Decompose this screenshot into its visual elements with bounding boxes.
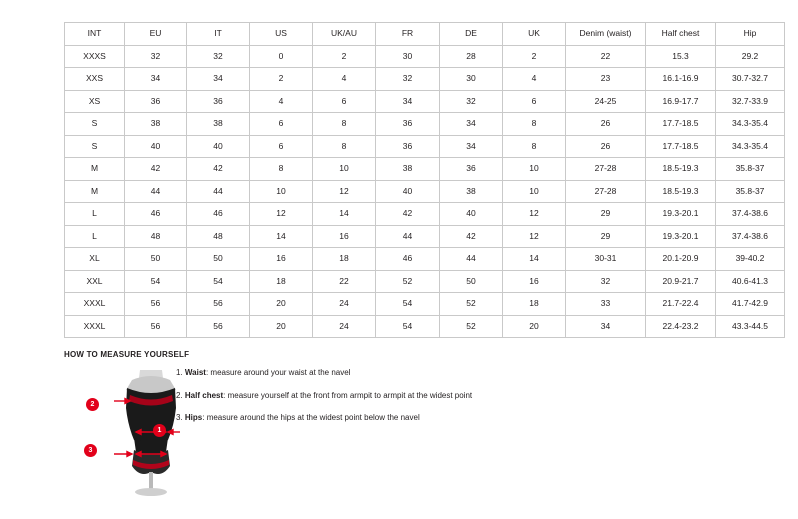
measure-badge-3: 3 bbox=[84, 444, 97, 457]
cell-us: 8 bbox=[250, 158, 313, 181]
cell-hip: 37.4-38.6 bbox=[716, 225, 785, 248]
cell-int: XXXL bbox=[65, 293, 125, 316]
cell-eu: 56 bbox=[125, 293, 187, 316]
cell-eu: 40 bbox=[125, 135, 187, 158]
table-row bbox=[65, 90, 785, 113]
cell-int: L bbox=[65, 203, 125, 226]
cell-it: 34 bbox=[187, 68, 250, 91]
measure-text-waist: : measure around your waist at the navel bbox=[205, 368, 351, 377]
table-row bbox=[65, 270, 785, 293]
cell-us: 20 bbox=[250, 315, 313, 338]
cell-it: 36 bbox=[187, 90, 250, 113]
cell-hip: 30.7-32.7 bbox=[716, 68, 785, 91]
cell-denim: 24-25 bbox=[566, 90, 646, 113]
cell-it: 38 bbox=[187, 113, 250, 136]
cell-hip: 39-40.2 bbox=[716, 248, 785, 271]
cell-us: 16 bbox=[250, 248, 313, 271]
cell-ukau: 10 bbox=[313, 158, 376, 181]
cell-eu: 42 bbox=[125, 158, 187, 181]
cell-denim: 30-31 bbox=[566, 248, 646, 271]
table-row bbox=[65, 293, 785, 316]
cell-int: M bbox=[65, 158, 125, 181]
table-row bbox=[65, 180, 785, 203]
cell-fr: 42 bbox=[376, 203, 440, 226]
cell-eu: 46 bbox=[125, 203, 187, 226]
cell-half-chest: 15.3 bbox=[646, 45, 716, 68]
column-header-ukau: UK/AU bbox=[313, 23, 376, 46]
table-row bbox=[65, 45, 785, 68]
table-row bbox=[65, 248, 785, 271]
measure-badge-2: 2 bbox=[86, 398, 99, 411]
cell-eu: 44 bbox=[125, 180, 187, 203]
cell-hip: 35.8-37 bbox=[716, 180, 785, 203]
column-header-eu: EU bbox=[125, 23, 187, 46]
measure-instruction-hips bbox=[176, 413, 596, 423]
cell-fr: 36 bbox=[376, 135, 440, 158]
cell-de: 32 bbox=[440, 90, 503, 113]
cell-int: XXS bbox=[65, 68, 125, 91]
cell-fr: 46 bbox=[376, 248, 440, 271]
cell-denim: 22 bbox=[566, 45, 646, 68]
cell-it: 56 bbox=[187, 293, 250, 316]
cell-ukau: 12 bbox=[313, 180, 376, 203]
cell-it: 32 bbox=[187, 45, 250, 68]
cell-uk: 18 bbox=[503, 293, 566, 316]
how-to-measure-title: HOW TO MEASURE YOURSELF bbox=[64, 350, 190, 359]
column-header-uk: UK bbox=[503, 23, 566, 46]
measure-term-waist: Waist bbox=[184, 368, 206, 377]
cell-int: XXL bbox=[65, 270, 125, 293]
cell-denim: 32 bbox=[566, 270, 646, 293]
cell-uk: 6 bbox=[503, 90, 566, 113]
cell-de: 38 bbox=[440, 180, 503, 203]
cell-us: 12 bbox=[250, 203, 313, 226]
cell-int: XL bbox=[65, 248, 125, 271]
cell-it: 44 bbox=[187, 180, 250, 203]
cell-fr: 38 bbox=[376, 158, 440, 181]
cell-half-chest: 16.1-16.9 bbox=[646, 68, 716, 91]
cell-de: 50 bbox=[440, 270, 503, 293]
measure-text-hips: : measure around the hips at the widest point below the navel bbox=[202, 413, 420, 423]
column-header-it: IT bbox=[187, 23, 250, 46]
cell-int: S bbox=[65, 135, 125, 158]
cell-us: 10 bbox=[250, 180, 313, 203]
cell-de: 34 bbox=[440, 113, 503, 136]
cell-eu: 36 bbox=[125, 90, 187, 113]
cell-hip: 43.3-44.5 bbox=[716, 315, 785, 338]
cell-fr: 30 bbox=[376, 45, 440, 68]
cell-it: 56 bbox=[187, 315, 250, 338]
column-header-de: DE bbox=[440, 23, 503, 46]
cell-ukau: 8 bbox=[313, 113, 376, 136]
cell-fr: 54 bbox=[376, 315, 440, 338]
table-row bbox=[65, 225, 785, 248]
cell-fr: 34 bbox=[376, 90, 440, 113]
cell-hip: 34.3-35.4 bbox=[716, 135, 785, 158]
cell-hip: 40.6-41.3 bbox=[716, 270, 785, 293]
cell-half-chest: 17.7-18.5 bbox=[646, 113, 716, 136]
table-row bbox=[65, 158, 785, 181]
cell-denim: 29 bbox=[566, 203, 646, 226]
column-header-us: US bbox=[250, 23, 313, 46]
cell-half-chest: 17.7-18.5 bbox=[646, 135, 716, 158]
cell-de: 52 bbox=[440, 315, 503, 338]
cell-us: 6 bbox=[250, 135, 313, 158]
cell-half-chest: 19.3-20.1 bbox=[646, 225, 716, 248]
cell-half-chest: 19.3-20.1 bbox=[646, 203, 716, 226]
cell-ukau: 24 bbox=[313, 293, 376, 316]
measure-number-3: 3. bbox=[176, 413, 183, 423]
cell-half-chest: 20.1-20.9 bbox=[646, 248, 716, 271]
cell-denim: 27-28 bbox=[566, 158, 646, 181]
size-chart-table bbox=[64, 22, 785, 338]
column-header-denim-waist: Denim (waist) bbox=[566, 23, 646, 46]
cell-de: 44 bbox=[440, 248, 503, 271]
cell-half-chest: 18.5-19.3 bbox=[646, 180, 716, 203]
cell-uk: 8 bbox=[503, 113, 566, 136]
cell-half-chest: 22.4-23.2 bbox=[646, 315, 716, 338]
cell-de: 40 bbox=[440, 203, 503, 226]
cell-uk: 14 bbox=[503, 248, 566, 271]
cell-de: 34 bbox=[440, 135, 503, 158]
cell-int: M bbox=[65, 180, 125, 203]
measure-number-2: 2. bbox=[176, 390, 183, 400]
column-header-hip: Hip bbox=[716, 23, 785, 46]
cell-uk: 12 bbox=[503, 225, 566, 248]
cell-hip: 32.7-33.9 bbox=[716, 90, 785, 113]
cell-us: 2 bbox=[250, 68, 313, 91]
cell-hip: 41.7-42.9 bbox=[716, 293, 785, 316]
cell-half-chest: 18.5-19.3 bbox=[646, 158, 716, 181]
cell-int: L bbox=[65, 225, 125, 248]
cell-ukau: 4 bbox=[313, 68, 376, 91]
cell-uk: 2 bbox=[503, 45, 566, 68]
size-chart-container bbox=[64, 22, 768, 338]
cell-int: XS bbox=[65, 90, 125, 113]
cell-eu: 50 bbox=[125, 248, 187, 271]
measure-instruction-half-chest bbox=[176, 391, 596, 401]
column-header-fr: FR bbox=[376, 23, 440, 46]
cell-de: 30 bbox=[440, 68, 503, 91]
cell-denim: 26 bbox=[566, 113, 646, 136]
table-row bbox=[65, 113, 785, 136]
measure-instructions bbox=[176, 368, 596, 436]
cell-ukau: 18 bbox=[313, 248, 376, 271]
cell-de: 52 bbox=[440, 293, 503, 316]
cell-denim: 27-28 bbox=[566, 180, 646, 203]
cell-eu: 48 bbox=[125, 225, 187, 248]
cell-fr: 32 bbox=[376, 68, 440, 91]
table-row bbox=[65, 135, 785, 158]
cell-fr: 54 bbox=[376, 293, 440, 316]
cell-uk: 4 bbox=[503, 68, 566, 91]
cell-hip: 29.2 bbox=[716, 45, 785, 68]
cell-denim: 23 bbox=[566, 68, 646, 91]
cell-us: 0 bbox=[250, 45, 313, 68]
cell-int: XXXS bbox=[65, 45, 125, 68]
table-header-row bbox=[65, 23, 785, 46]
cell-de: 28 bbox=[440, 45, 503, 68]
cell-ukau: 22 bbox=[313, 270, 376, 293]
cell-int: XXXL bbox=[65, 315, 125, 338]
cell-fr: 40 bbox=[376, 180, 440, 203]
cell-uk: 8 bbox=[503, 135, 566, 158]
measure-term-hips: Hips bbox=[184, 413, 203, 423]
cell-it: 42 bbox=[187, 158, 250, 181]
column-header-half-chest: Half chest bbox=[646, 23, 716, 46]
cell-ukau: 16 bbox=[313, 225, 376, 248]
cell-us: 4 bbox=[250, 90, 313, 113]
cell-hip: 34.3-35.4 bbox=[716, 113, 785, 136]
cell-denim: 29 bbox=[566, 225, 646, 248]
cell-us: 6 bbox=[250, 113, 313, 136]
cell-int: S bbox=[65, 113, 125, 136]
cell-us: 18 bbox=[250, 270, 313, 293]
cell-eu: 56 bbox=[125, 315, 187, 338]
cell-it: 46 bbox=[187, 203, 250, 226]
cell-fr: 44 bbox=[376, 225, 440, 248]
cell-uk: 16 bbox=[503, 270, 566, 293]
cell-ukau: 6 bbox=[313, 90, 376, 113]
cell-de: 42 bbox=[440, 225, 503, 248]
cell-fr: 52 bbox=[376, 270, 440, 293]
cell-us: 14 bbox=[250, 225, 313, 248]
cell-hip: 37.4-38.6 bbox=[716, 203, 785, 226]
table-row bbox=[65, 315, 785, 338]
measure-number-1: 1. bbox=[176, 368, 183, 377]
table-row bbox=[65, 203, 785, 226]
cell-it: 54 bbox=[187, 270, 250, 293]
cell-ukau: 2 bbox=[313, 45, 376, 68]
cell-denim: 26 bbox=[566, 135, 646, 158]
table-row bbox=[65, 68, 785, 91]
measure-badge-1: 1 bbox=[153, 424, 166, 437]
cell-denim: 34 bbox=[566, 315, 646, 338]
cell-uk: 20 bbox=[503, 315, 566, 338]
cell-half-chest: 20.9-21.7 bbox=[646, 270, 716, 293]
cell-eu: 34 bbox=[125, 68, 187, 91]
cell-eu: 54 bbox=[125, 270, 187, 293]
cell-half-chest: 16.9-17.7 bbox=[646, 90, 716, 113]
cell-half-chest: 21.7-22.4 bbox=[646, 293, 716, 316]
cell-it: 48 bbox=[187, 225, 250, 248]
cell-us: 20 bbox=[250, 293, 313, 316]
cell-fr: 36 bbox=[376, 113, 440, 136]
cell-it: 50 bbox=[187, 248, 250, 271]
cell-eu: 38 bbox=[125, 113, 187, 136]
measure-term-half-chest: Half chest bbox=[184, 390, 224, 400]
cell-eu: 32 bbox=[125, 45, 187, 68]
cell-denim: 33 bbox=[566, 293, 646, 316]
cell-uk: 12 bbox=[503, 203, 566, 226]
column-header-int: INT bbox=[65, 23, 125, 46]
measure-instruction-waist bbox=[176, 368, 596, 378]
cell-it: 40 bbox=[187, 135, 250, 158]
cell-uk: 10 bbox=[503, 180, 566, 203]
cell-ukau: 14 bbox=[313, 203, 376, 226]
measure-text-half-chest: : measure yourself at the front from armpit to armpit at the widest point bbox=[223, 390, 473, 400]
cell-uk: 10 bbox=[503, 158, 566, 181]
cell-ukau: 24 bbox=[313, 315, 376, 338]
cell-ukau: 8 bbox=[313, 135, 376, 158]
cell-de: 36 bbox=[440, 158, 503, 181]
cell-hip: 35.8-37 bbox=[716, 158, 785, 181]
